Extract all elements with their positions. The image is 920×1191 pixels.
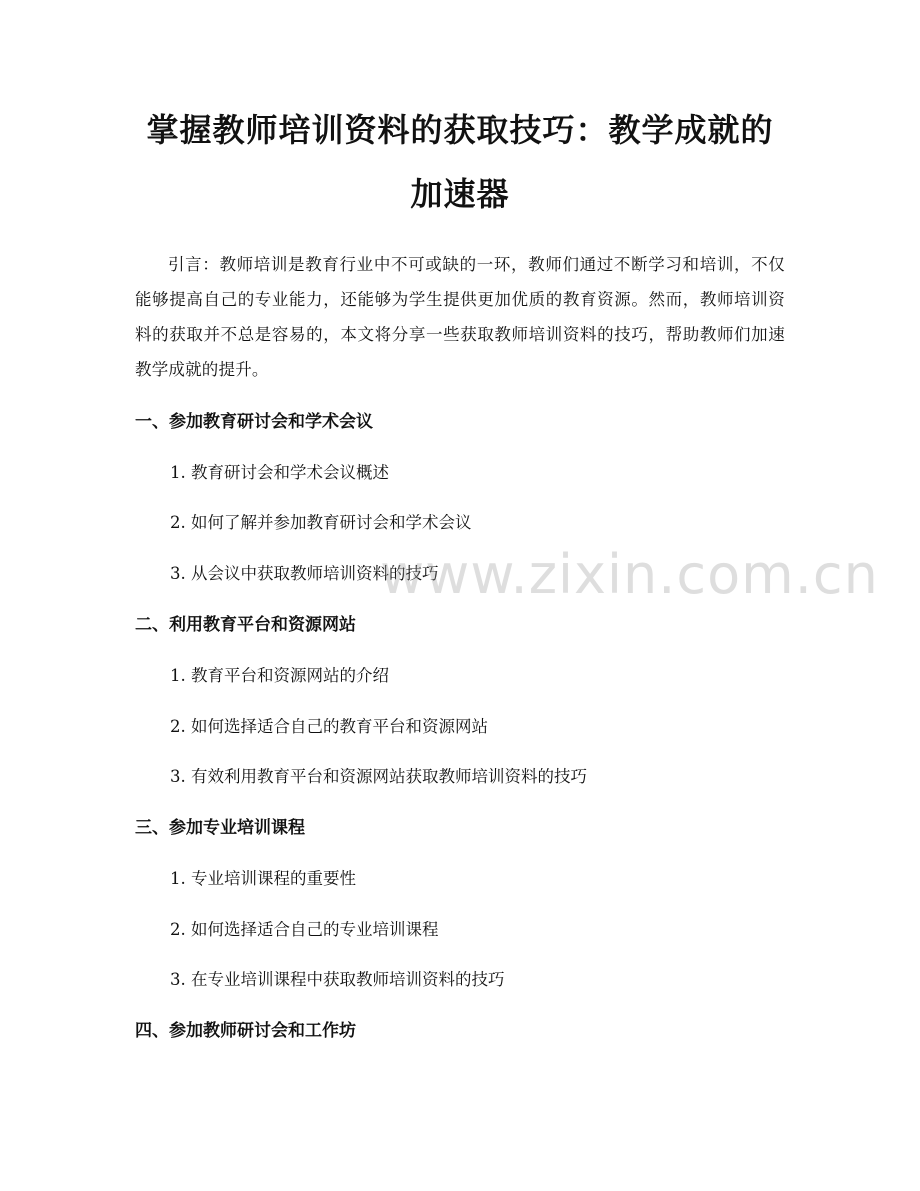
watermark-text: www.zixin.com.cn [380, 543, 879, 606]
section-heading-1: 一、参加教育研讨会和学术会议 [135, 412, 373, 432]
section-2-item-3: 3. 有效利用教育平台和资源网站获取教师培训资料的技巧 [170, 767, 587, 786]
section-heading-4: 四、参加教师研讨会和工作坊 [135, 1021, 356, 1041]
document-title-line-2: 加速器 [410, 175, 510, 213]
section-3-item-2: 2. 如何选择适合自己的专业培训课程 [170, 920, 439, 939]
intro-paragraph: 引言：教师培训是教育行业中不可或缺的一环，教师们通过不断学习和培训，不仅能够提高自己的专业能力，还能够为学生提供更加优质的教育资源。然而，教师培训资料的获取并不总是容易的，本文将分享一些获取教师培训资料的技巧，帮助教师们加速教学成就的提升。 [135, 255, 785, 379]
document-title-line-1: 掌握教师培训资料的获取技巧：教学成就的 [146, 111, 774, 149]
section-3-item-1: 1. 专业培训课程的重要性 [170, 869, 356, 888]
section-1-item-2: 2. 如何了解并参加教育研讨会和学术会议 [170, 513, 472, 532]
section-heading-3: 三、参加专业培训课程 [135, 818, 305, 838]
section-2-item-2: 2. 如何选择适合自己的教育平台和资源网站 [170, 717, 488, 736]
section-heading-2: 二、利用教育平台和资源网站 [135, 615, 356, 635]
section-1-item-1: 1. 教育研讨会和学术会议概述 [170, 463, 389, 482]
section-2-item-1: 1. 教育平台和资源网站的介绍 [170, 666, 389, 685]
section-1-item-3: 3. 从会议中获取教师培训资料的技巧 [170, 564, 439, 583]
section-3-item-3: 3. 在专业培训课程中获取教师培训资料的技巧 [170, 970, 505, 989]
